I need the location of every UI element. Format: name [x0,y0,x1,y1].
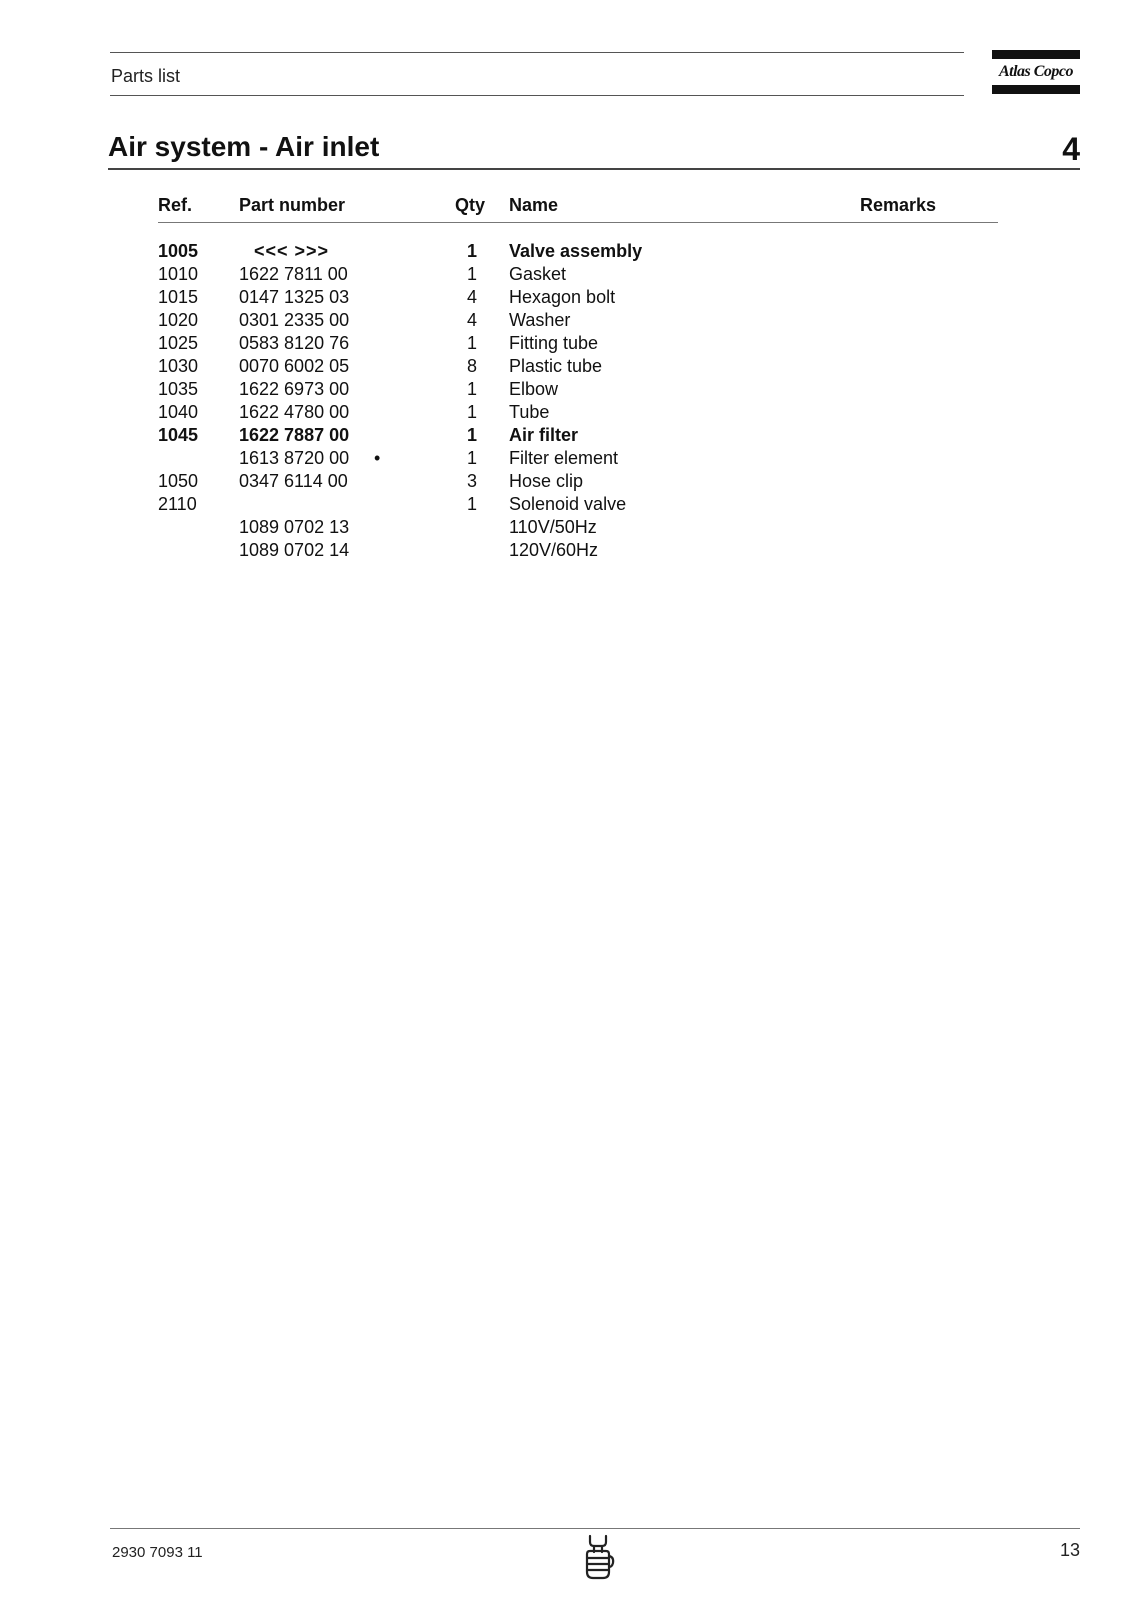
row-ref: 1035 [158,379,199,399]
footer-document-number: 2930 7093 11 [112,1544,203,1561]
column-header-ref: Ref. [158,195,193,215]
table-row [158,424,998,447]
row-name: Air filter [509,425,579,445]
row-part-number: 1622 6973 00 [239,379,350,399]
row-part-number: 0070 6002 05 [239,356,350,376]
brand-logo [992,50,1080,94]
logo-top-bar [992,50,1080,59]
row-name: 120V/60Hz [509,540,599,560]
row-ref: 1020 [158,310,199,330]
row-name: Hexagon bolt [509,287,616,307]
table-row [158,309,998,332]
row-qty: 3 [466,471,477,491]
row-name: Fitting tube [509,333,599,353]
row-qty: 1 [466,425,477,445]
row-qty: 4 [466,287,477,307]
row-part-number: 1089 0702 13 [239,517,350,537]
parts-table [158,194,998,562]
row-name: Washer [509,310,571,330]
table-row [158,263,998,286]
column-header-remarks: Remarks [860,195,937,215]
table-spacer [158,223,998,240]
row-ref: 2110 [158,494,197,514]
row-ref: 1045 [158,425,199,445]
table-row [158,516,998,539]
recommended-spare-bullet-icon: • [374,448,381,468]
table-row [158,493,998,516]
row-name: Filter element [509,448,619,468]
header-section-label: Parts list [111,66,181,86]
header-bottom-rule [110,95,964,96]
title-rule [108,168,1080,170]
row-ref: 1015 [158,287,199,307]
row-qty: 1 [466,264,477,284]
row-name: Gasket [509,264,567,284]
row-name: Elbow [509,379,559,399]
row-part-number: 1089 0702 14 [239,540,350,560]
service-hand-icon [578,1532,618,1582]
row-name: Solenoid valve [509,494,627,514]
row-qty: 8 [466,356,477,376]
row-qty: 1 [466,379,477,399]
row-qty: 1 [466,448,477,468]
column-header-part-number: Part number [239,195,346,215]
row-ref: 1040 [158,402,199,422]
row-ref: 1030 [158,356,199,376]
table-row [158,240,998,263]
row-name: Plastic tube [509,356,603,376]
column-header-qty: Qty [455,195,486,215]
row-part-number: 0147 1325 03 [239,287,350,307]
column-header-name: Name [509,195,559,215]
footer-page-number: 13 [1059,1540,1080,1560]
row-name: 110V/50Hz [509,517,597,537]
footer-rule [110,1528,1080,1529]
row-part-number: 0347 6114 00 [239,471,348,491]
row-name: Tube [509,402,550,422]
section-number: 4 [1062,131,1080,167]
table-row [158,332,998,355]
row-part-number: 1622 7887 00 [239,425,350,445]
table-row [158,401,998,424]
table-row [158,378,998,401]
row-name: Valve assembly [509,241,643,261]
row-ref: 1010 [158,264,199,284]
logo-wordmark: Atlas Copco [998,63,1074,80]
row-ref: 1050 [158,471,199,491]
table-row [158,470,998,493]
row-qty: 1 [466,494,477,514]
row-ref: 1005 [158,241,199,261]
row-qty: 4 [466,310,477,330]
table-row [158,447,998,470]
table-row [158,286,998,309]
row-qty: 1 [466,402,477,422]
row-part-number: 1622 4780 00 [239,402,350,422]
row-part-number: 1613 8720 00 [239,448,350,468]
row-qty: 1 [466,333,477,353]
row-part-number: 0301 2335 00 [239,310,350,330]
table-row [158,539,998,562]
header-top-rule [110,52,964,53]
row-qty: 1 [466,241,477,261]
row-part-number: 1622 7811 00 [239,264,348,284]
row-part-number: <<< >>> [254,241,330,261]
row-part-number: 0583 8120 76 [239,333,350,353]
page-title: Air system - Air inlet [108,131,380,162]
table-row [158,355,998,378]
row-ref: 1025 [158,333,199,353]
logo-bottom-bar [992,85,1080,94]
table-header-row [158,194,998,223]
row-name: Hose clip [509,471,584,491]
